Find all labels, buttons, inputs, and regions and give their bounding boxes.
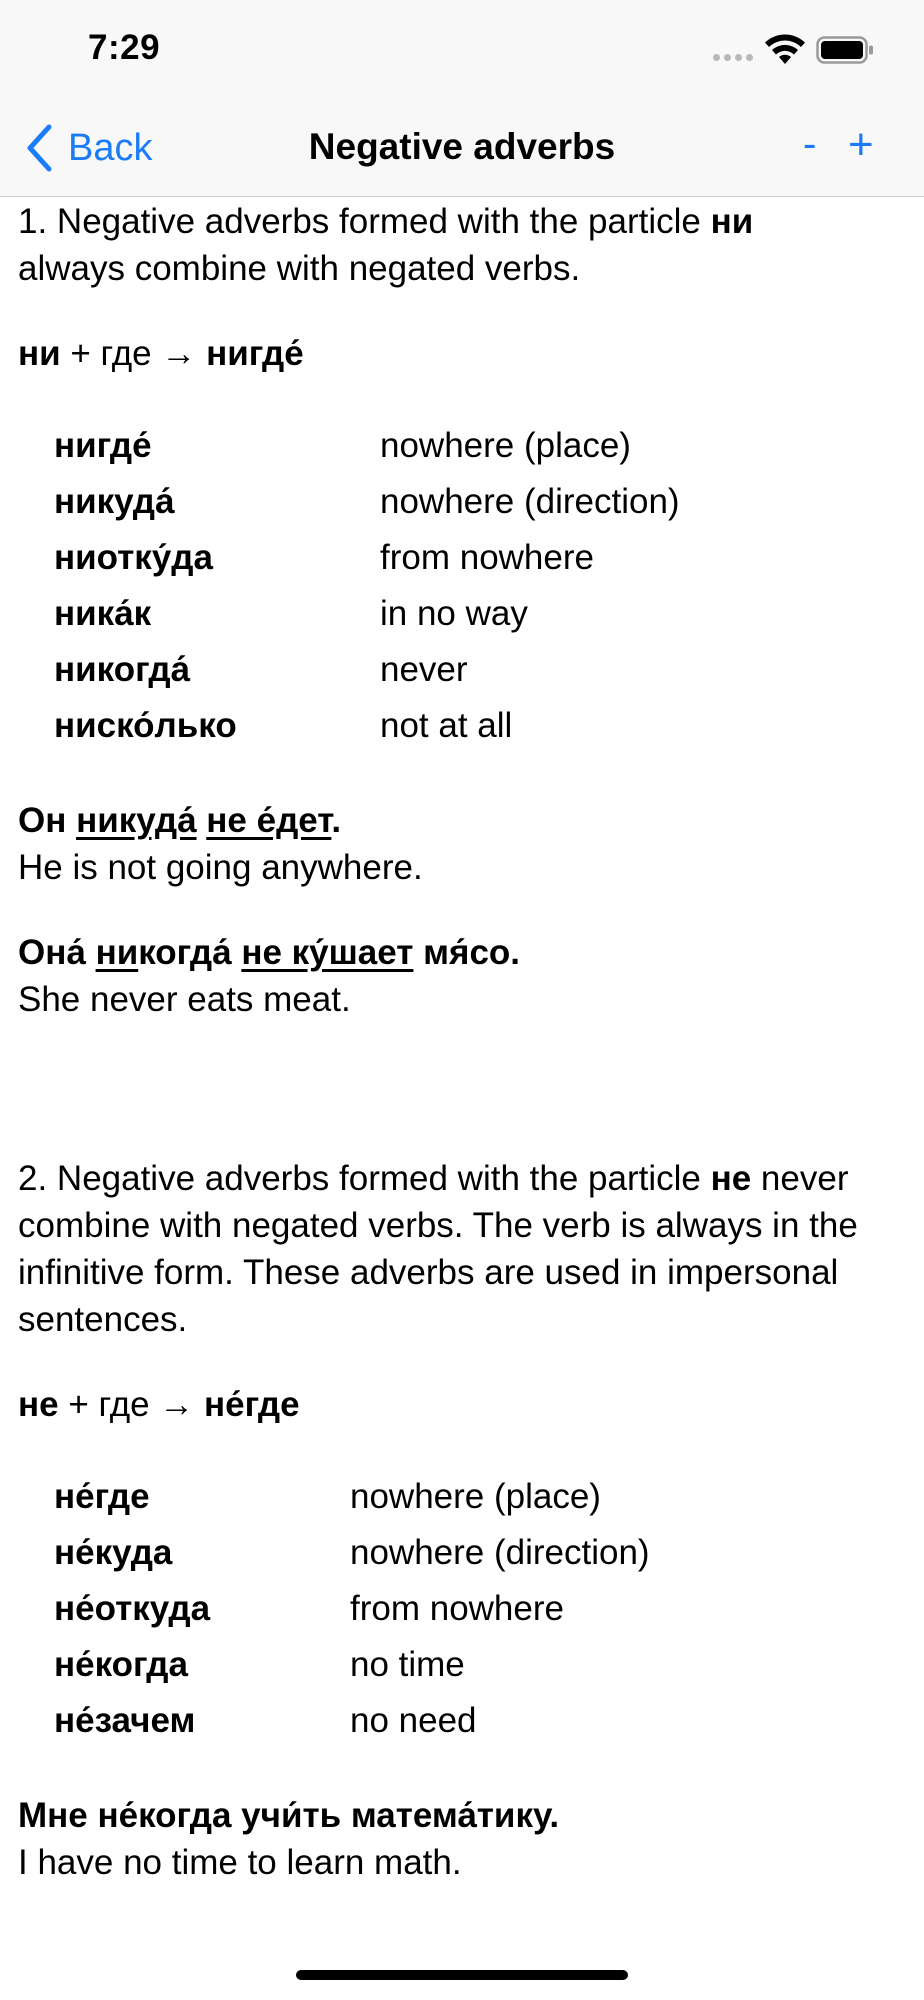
section1-example2-russian: Она́ никогда́ не ку́шает мя́со. (18, 933, 521, 972)
section1-intro (18, 198, 908, 292)
section1-vocab-table (54, 417, 908, 753)
vocab-english: in no way (380, 593, 528, 633)
vocab-english: no need (350, 1700, 477, 1740)
formula-result: нигде́ (206, 334, 304, 373)
formula-operator: + где → (58, 1385, 205, 1424)
section2-intro-text: 2. Negative adverbs formed with the particle (18, 1159, 711, 1198)
vocab-russian: ниско́лько (54, 705, 237, 745)
section2-intro (18, 1155, 908, 1343)
section2-formula (18, 1381, 908, 1428)
vocab-row (54, 1580, 908, 1636)
vocab-row (54, 585, 908, 641)
vocab-english: never (380, 649, 468, 689)
vocab-russian: не́где (54, 1476, 150, 1516)
formula-operator: + где → (60, 334, 207, 373)
section2-intro-rest: never combine with negated verbs. The verb is always in the infinitive form. These adverbs are used in impersonal sentences. (18, 1159, 858, 1339)
formula-result: не́где (204, 1385, 300, 1424)
vocab-row (54, 1468, 908, 1524)
vocab-row (54, 529, 908, 585)
status-bar (0, 0, 924, 100)
vocab-russian: не́куда (54, 1532, 173, 1572)
section1-formula (18, 330, 908, 377)
section1-intro-rest: always combine with negated verbs. (18, 249, 581, 288)
vocab-english: from nowhere (380, 537, 594, 577)
section1-example2-english: She never eats meat. (18, 980, 351, 1019)
section1-example1-english: He is not going anywhere. (18, 848, 423, 887)
formula-particle: ни (18, 334, 61, 373)
navigation-bar (0, 100, 924, 197)
section2-example1-english: I have no time to learn math. (18, 1843, 462, 1882)
status-time: 7:29 (88, 28, 161, 67)
vocab-english: no time (350, 1644, 465, 1684)
vocab-russian: не́зачем (54, 1700, 196, 1740)
formula-particle: не (18, 1385, 59, 1424)
wifi-icon (762, 34, 808, 66)
vocab-russian: ника́к (54, 593, 152, 633)
vocab-row (54, 641, 908, 697)
increase-font-button[interactable]: + (848, 120, 874, 169)
vocab-row (54, 697, 908, 753)
vocab-russian: нигде́ (54, 425, 152, 465)
lesson-content (18, 198, 908, 1886)
vocab-row (54, 1692, 908, 1748)
vocab-english: nowhere (direction) (380, 481, 680, 521)
back-button-label: Back (68, 126, 153, 169)
battery-icon (816, 36, 874, 64)
section2-vocab-table (54, 1468, 908, 1748)
section1-particle: ни (710, 202, 754, 241)
vocab-english: from nowhere (350, 1588, 564, 1628)
section1-example1-russian: Он никуда́ не е́дет. (18, 801, 342, 840)
cellular-signal-icon (713, 54, 753, 61)
vocab-row (54, 1636, 908, 1692)
section2-example1-russian: Мне не́когда учи́ть матема́тику. (18, 1796, 560, 1835)
page-title: Negative adverbs (308, 126, 616, 167)
vocab-russian: не́когда (54, 1644, 188, 1684)
vocab-row (54, 417, 908, 473)
vocab-russian: ниотку́да (54, 537, 213, 577)
vocab-english: nowhere (direction) (350, 1532, 650, 1572)
section2-particle: не (710, 1159, 752, 1198)
vocab-row (54, 1524, 908, 1580)
vocab-russian: никуда́ (54, 481, 175, 521)
vocab-russian: никогда́ (54, 649, 191, 689)
vocab-english: not at all (380, 705, 513, 745)
vocab-english: nowhere (place) (350, 1476, 601, 1516)
decrease-font-button[interactable]: - (803, 122, 817, 166)
home-indicator[interactable] (296, 1970, 628, 1980)
section1-intro-text: 1. Negative adverbs formed with the particle (18, 202, 711, 241)
vocab-russian: не́откуда (54, 1588, 211, 1628)
vocab-row (54, 473, 908, 529)
vocab-english: nowhere (place) (380, 425, 631, 465)
